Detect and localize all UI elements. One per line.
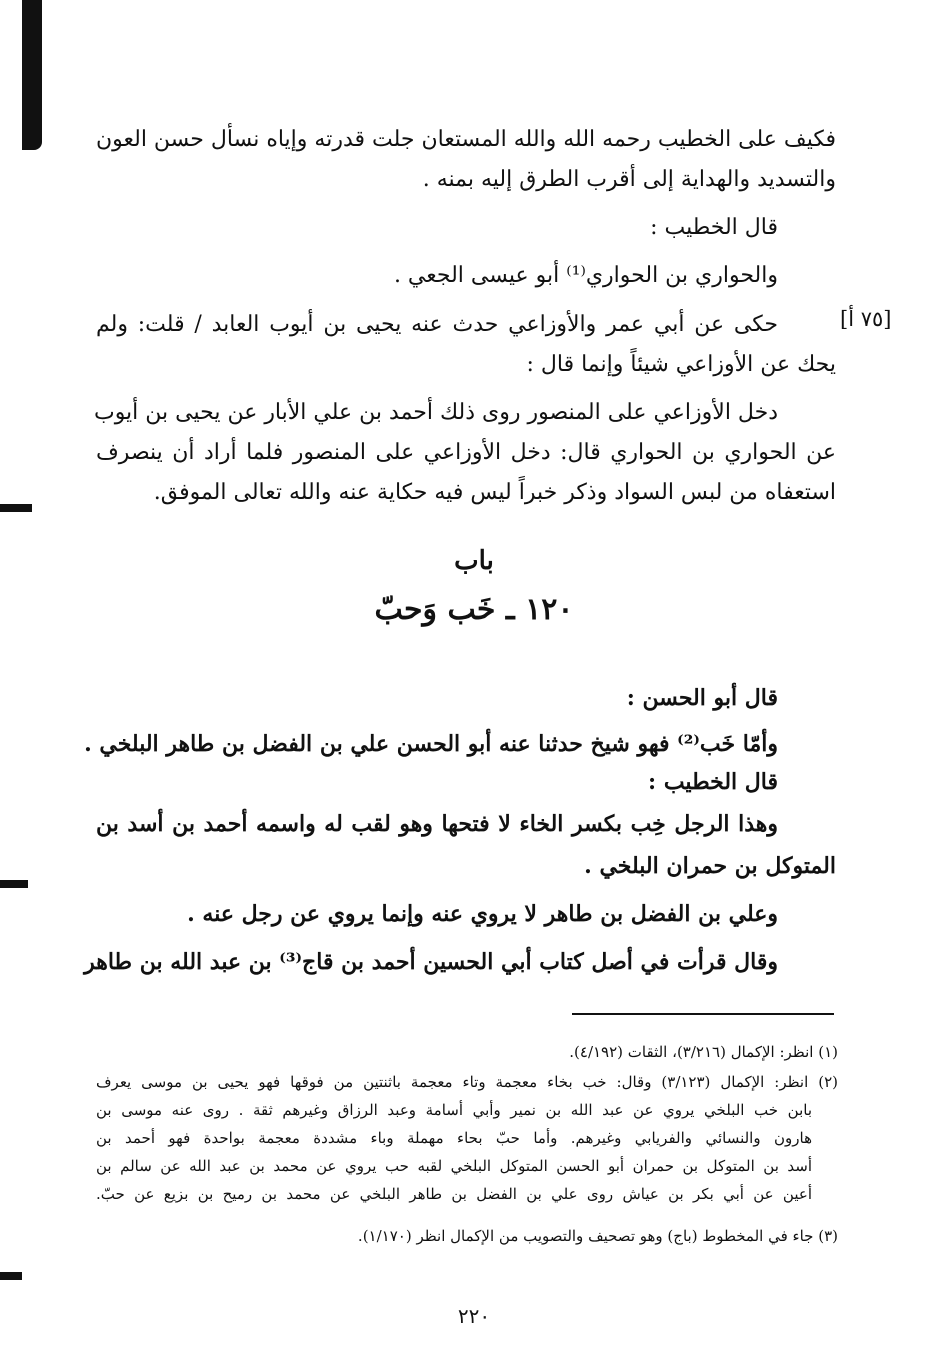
footnote-line: أسد بن المتوكل بن حمران أبو الحسن المتوكل البلخي لقبه حب يروي عن محمد بن عبد الله عن سالم بن [96,1157,812,1175]
text-line: وقال قرأت في أصل كتاب أبي الحسين أحمد بن قاج⁽³⁾ بن عبد الله بن طاهر [84,949,778,975]
scan-edge-mark [22,0,42,150]
scan-edge-mark [0,1272,22,1280]
text-line: وأمّا خَب⁽²⁾ فهو شيخ حدثنا عنه أبو الحسن علي بن الفضل بن طاهر البلخي . [84,731,778,757]
footnote-line: هارون والنسائي والفريابي وغيرهم. وأما حبّ بحاء مهملة وباء مشددة معجمة بواحدة فهو أحمد بن [96,1129,812,1147]
text-line: استعفاه من لبس السواد وذكر خبراً ليس فيه حكاية عنه والله تعالى الموفق. [153,480,836,505]
footnote-line: (٣) جاء في المخطوط (باج) وهو تصحيف والتصويب من الإكمال انظر (١/١٧٠). [357,1227,838,1245]
page-number: ٢٢٠ [457,1304,491,1328]
text-line: حكى عن أبي عمر والأوزاعي حدث عنه يحيى بن أيوب العابد / قلت: ولم [96,312,778,337]
footnote-separator [572,1013,834,1015]
scan-edge-mark [0,504,32,512]
section-title: ١٢٠ ـ خَب وَحبّ [374,592,574,627]
footnote-line: بابن خب البلخي يروي عن عبد الله بن نمير وأبي أسامة وعبد الرزاق وغيرهم ثقة . روى عنه موسى بن [96,1101,812,1119]
footnote-line: (٢) انظر: الإكمال (٣/١٢٣) وقال: خب بخاء معجمة وتاء معجمة باثنتين من فوقها فهو يحيى بن موسى يعرف [96,1073,838,1091]
text-line: قال الخطيب : [650,215,778,240]
text-line: يحك عن الأوزاعي شيئاً وإنما قال : [526,352,836,377]
footnote-line: (١) انظر: الإكمال (٣/٢١٦)، الثقات (٤/١٩٢). [569,1043,838,1061]
scan-edge-mark [0,880,28,888]
text-line: وعلي بن الفضل بن طاهر لا يروي عنه وإنما يروي عن رجل عنه . [187,901,778,927]
text-line: دخل الأوزاعي على المنصور روى ذلك أحمد بن علي الأبار عن يحيى بن أيوب [93,400,778,425]
footnote-line: أعين عن أبي بكر بن عياش روى علي بن الفضل بن طاهر البلخي عن محمد بن رميح بن بزيع عن حبّ. [96,1185,812,1203]
text-line: المتوكل بن حمران البلخي . [584,853,836,879]
text-line: والتسديد والهداية إلى أقرب الطرق إليه بمنه . [422,167,836,192]
section-label: باب [454,546,494,576]
manuscript-folio-ref: [٧٥ أ] [840,307,892,331]
text-line: فكيف على الخطيب رحمه الله والله المستعان جلت قدرته وإياه نسأل حسن العون [95,127,836,152]
text-line: وهذا الرجل خِب بكسر الخاء لا فتحها وهو لقب له واسمه أحمد بن أسد بن [96,811,778,837]
text-line: والحواري بن الحواري⁽¹⁾ أبو عيسى الجعي . [393,263,778,288]
text-line: قال أبو الحسن : [626,685,778,711]
text-line: عن الحواري بن الحواري قال: دخل الأوزاعي على المنصور فلما أراد أن ينصرف [96,440,836,465]
text-line: قال الخطيب : [648,769,778,795]
